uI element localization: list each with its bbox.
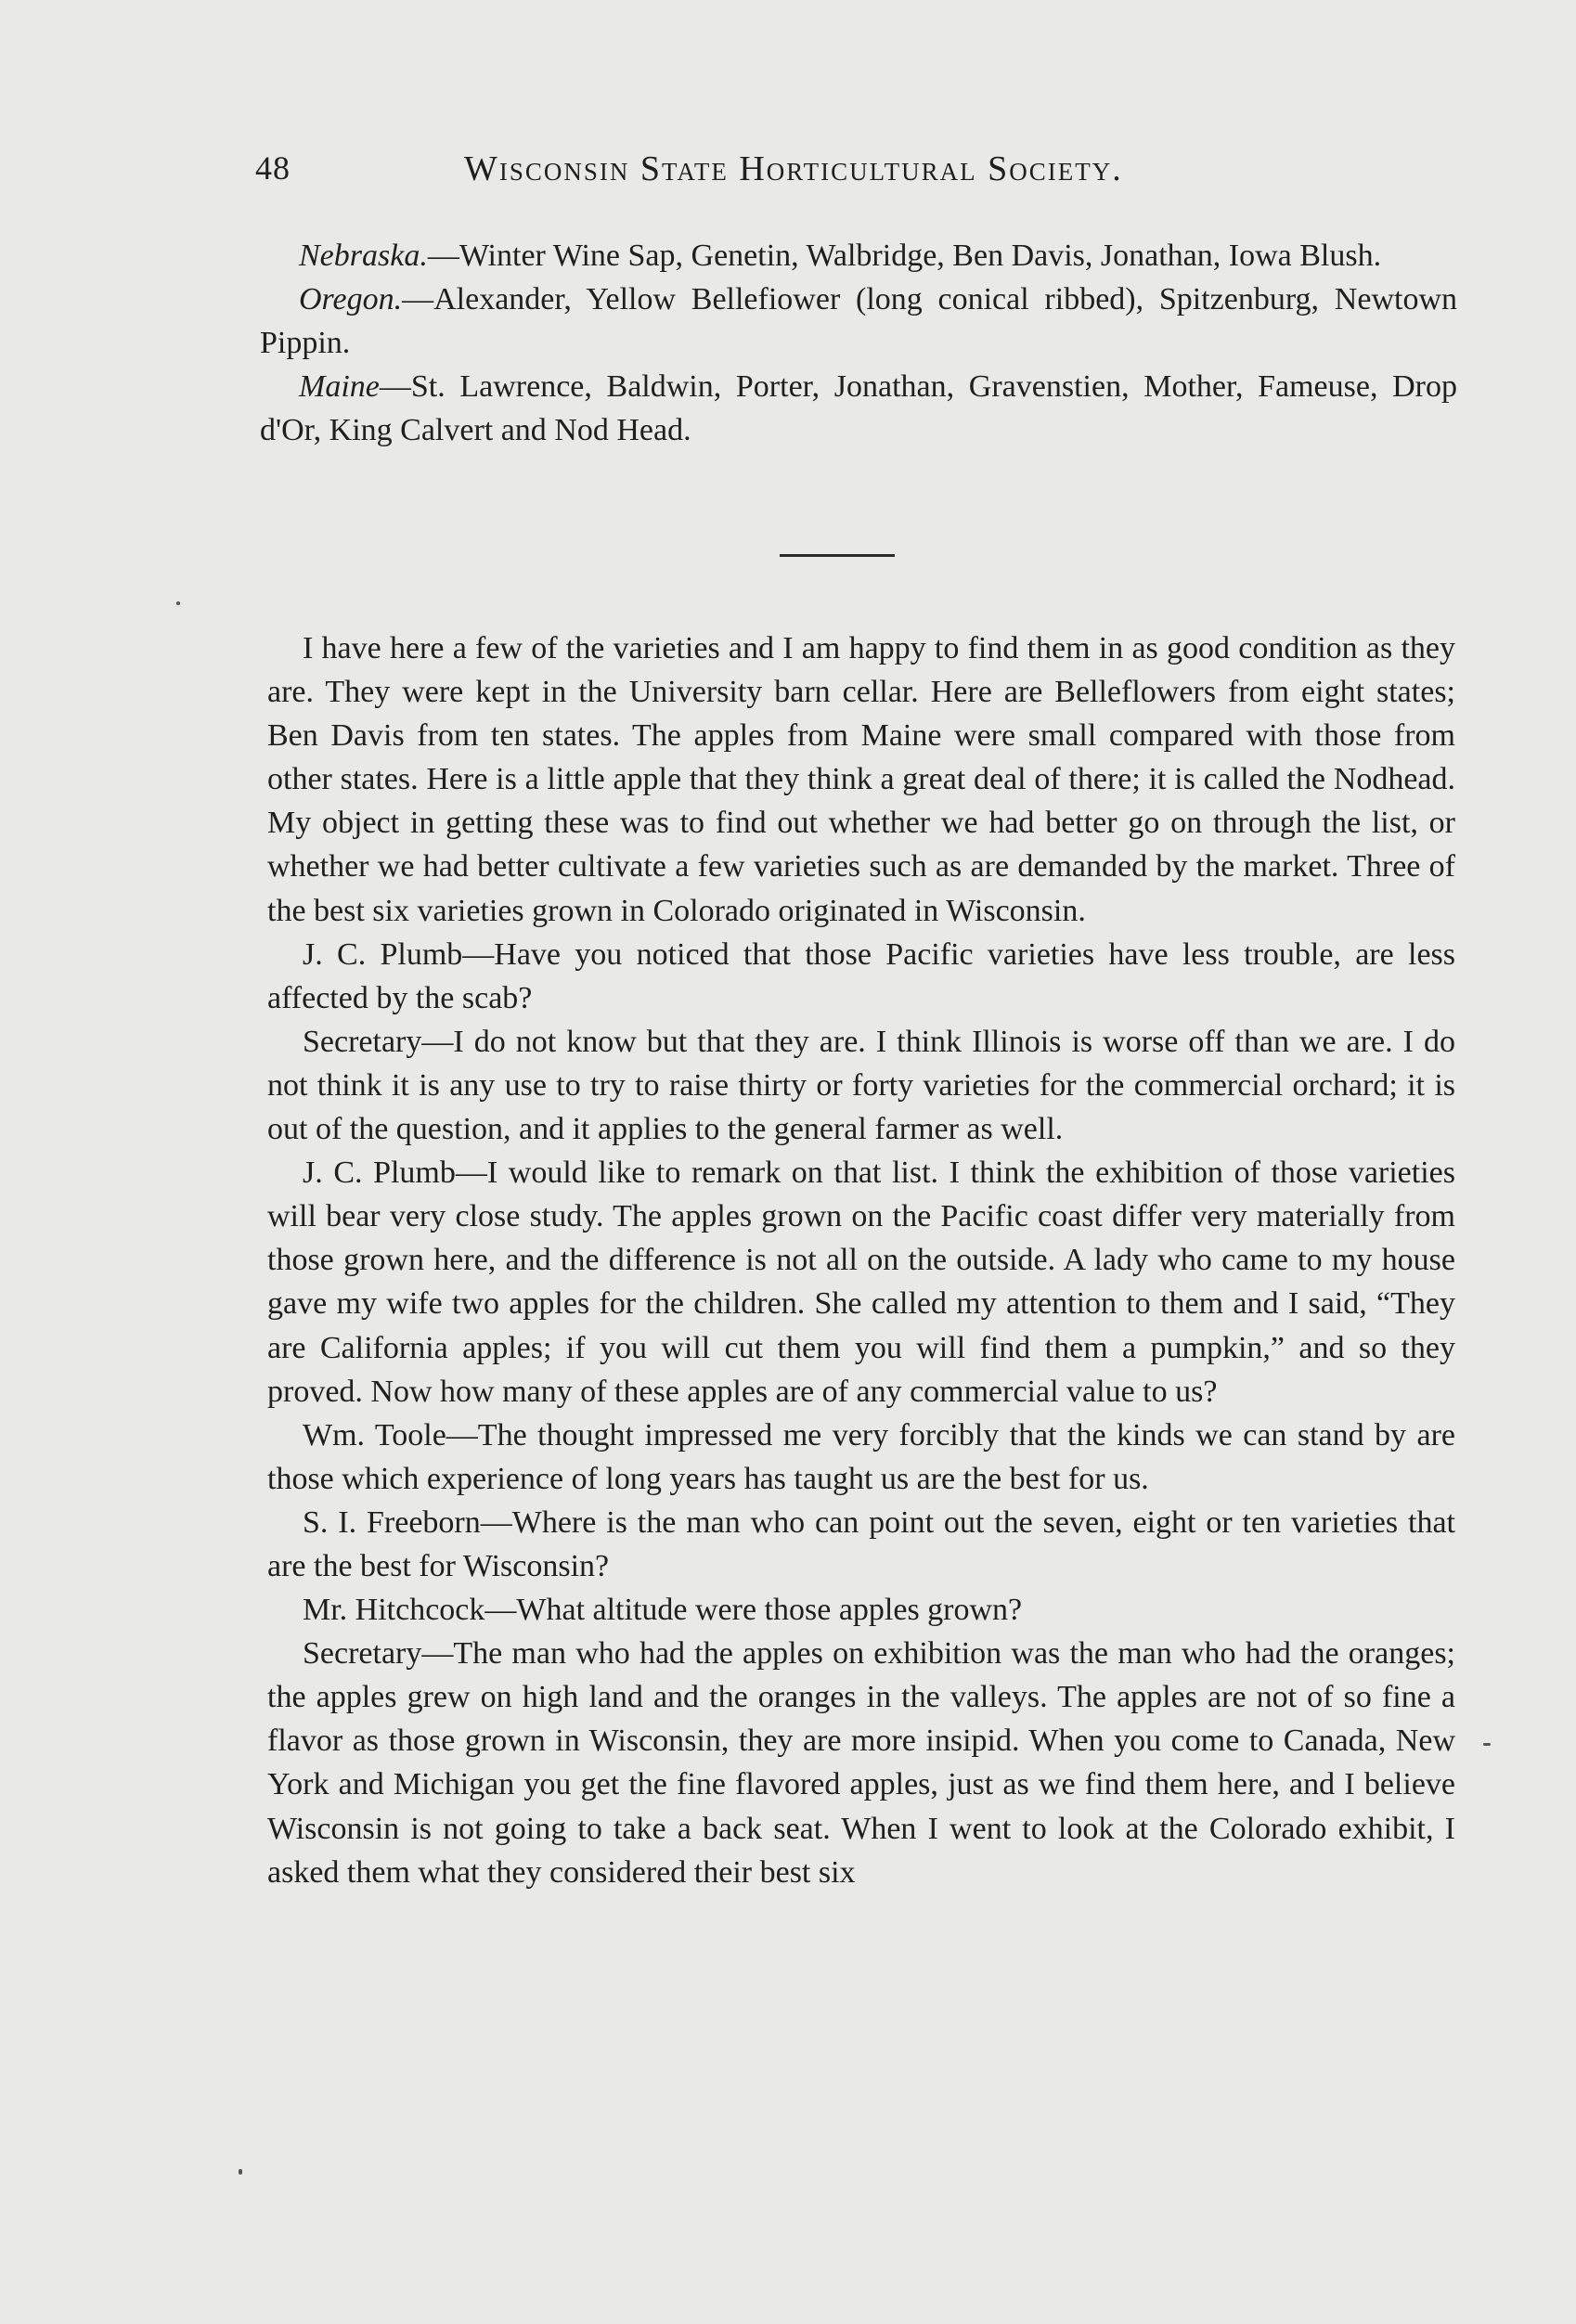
state-varieties: Winter Wine Sap, Genetin, Walbridge, Ben Davis, Jonathan, Iowa Blush. xyxy=(459,239,1382,273)
paragraph: Secretary—I do not know but that they are. I think Illinois is worse off than we are. I do not think it is any use to try to raise thirty or forty varieties for the commercial orchard; it is out of the question, and it applies to the general farmer as well. xyxy=(267,1024,1455,1147)
paper-speck xyxy=(239,2169,242,2175)
state-list-nebraska xyxy=(260,234,1457,278)
state-variety-lists xyxy=(260,234,1457,452)
state-varieties: Alexander, Yellow Bellefiower (long conical ribbed), Spitzenburg, Newtown Pippin. xyxy=(260,282,1457,360)
state-separator: — xyxy=(427,239,459,273)
state-list-oregon xyxy=(260,278,1457,365)
paragraph: Secretary—The man who had the apples on exhibition was the man who had the oranges; the apples grew on high land and the oranges in the valleys. The apples are not of so fine a flavor as those grown in Wisconsin, they are more insipid. When you come to Canada, New York and Michigan you get the fine flavored apples, just as we find them here, and I believe Wisconsin is not going to take a back seat. When I went to look at the Colorado exhibit, I asked them what they considered their best six xyxy=(267,1636,1455,1890)
state-separator: — xyxy=(402,282,434,316)
paragraph: J. C. Plumb—I would like to remark on that list. I think the exhibition of those varieties will bear very close study. The apples grown on the Pacific coast differ very materially from those grown here, and the difference is not all on the outside. A lady who came to my house gave my wife two apples for the children. She called my attention to them and I said, “They are California apples; if you will cut them you will find them a pumpkin,” and so they proved. Now how many of these apples are of any commercial value to us? xyxy=(267,1156,1455,1409)
paragraph: Mr. Hitchcock—What altitude were those apples grown? xyxy=(303,1593,1023,1628)
paper-speck xyxy=(1483,1743,1491,1746)
paragraph: S. I. Freeborn—Where is the man who can point out the seven, eight or ten varieties that are the best for Wisconsin? xyxy=(267,1504,1455,1583)
paragraph: I have here a few of the varieties and I am happy to find them in as good condition as they are. They were kept in the University barn cellar. Here are Belleflowers from eight states; Ben Davis from ten states. The apples from Maine were small compared with those from other states. Here is a little apple that they think a great deal of there; it is called the Nodhead. My object in getting these was to find out whether we had better go on through the list, or whether we had better cultivate a few varieties such as are demanded by the market. Three of the best six varieties grown in Colorado originated in Wisconsin. xyxy=(267,631,1455,928)
paragraph: Wm. Toole—The thought impressed me very forcibly that the kinds we can stand by are those which experience of long years has taught us are the best for us. xyxy=(267,1417,1455,1496)
state-name: Nebraska. xyxy=(299,239,428,273)
paragraph: J. C. Plumb—Have you noticed that those Pacific varieties have less trouble, are less affected by the scab? xyxy=(267,936,1455,1015)
discussion-text xyxy=(267,626,1455,1894)
page-number: 48 xyxy=(255,149,291,187)
state-separator: — xyxy=(379,369,411,404)
state-name: Oregon. xyxy=(299,282,403,316)
state-name: Maine xyxy=(299,369,380,404)
state-varieties: St. Lawrence, Baldwin, Porter, Jonathan, Gravenstien, Mother, Fameuse, Drop d'Or, King Calvert and Nod Head. xyxy=(260,369,1457,447)
paper-speck xyxy=(176,601,180,605)
journal-title: Wisconsin State Horticultural Society. xyxy=(464,149,1123,188)
section-divider xyxy=(780,554,895,557)
state-list-maine xyxy=(260,365,1457,452)
running-head xyxy=(255,148,1453,200)
